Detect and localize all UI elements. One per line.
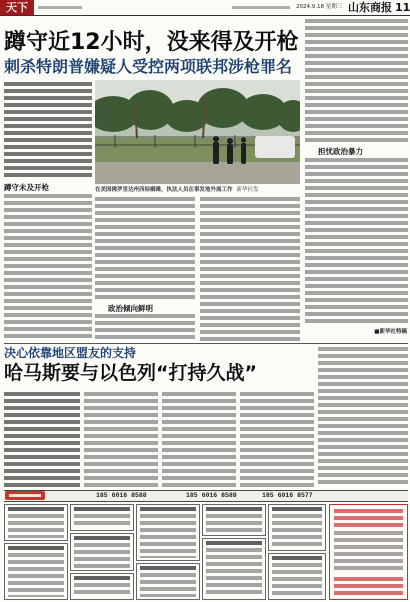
- classified-ad-text: [74, 514, 130, 528]
- display-ad: [329, 504, 408, 600]
- page-number: 11: [395, 1, 410, 14]
- classified-ad-title: [74, 576, 130, 580]
- section-divider: [4, 343, 408, 344]
- classified-ad: [268, 553, 326, 600]
- classified-ad: [70, 533, 134, 571]
- issue-date: 2024.9.18 星期三: [296, 4, 343, 10]
- article1-subhead-3: 担忧政治暴力: [318, 147, 363, 156]
- article1-lead-paragraph: [4, 82, 92, 180]
- classified-ad-title: [8, 546, 64, 550]
- photo-vehicle: [255, 136, 295, 158]
- ads-phone-3: 185 6016 8577: [262, 492, 313, 499]
- article1-headline: 蹲守近12小时，没来得及开枪: [4, 30, 299, 55]
- display-ad-heading: [334, 509, 403, 527]
- classified-ad-text: [74, 543, 130, 568]
- classified-ad-text: [206, 548, 262, 597]
- classified-ad-text: [140, 573, 196, 597]
- classified-ad: [70, 573, 134, 600]
- classified-ad-title: [140, 566, 196, 570]
- article1-subhead-1: 蹲守未及开枪: [4, 183, 49, 192]
- article1-body-column: [305, 19, 408, 145]
- classified-ad-title: [272, 507, 322, 511]
- header-rule: [0, 15, 410, 16]
- article2-body-column: [162, 392, 236, 488]
- article2-headline: 哈马斯要与以色列“打持久战”: [4, 362, 257, 384]
- photo-caption-text: 在美国佛罗里达州西棕榈滩，执法人员在事发地外展工作: [95, 187, 233, 193]
- photo-caption: [95, 186, 300, 194]
- article2-body-column: [318, 347, 408, 487]
- classified-ad-text: [272, 563, 322, 597]
- classified-ad: [136, 504, 200, 561]
- classified-ad: [4, 543, 68, 600]
- article1-body-column: [4, 194, 92, 341]
- classified-ad-title: [272, 556, 322, 560]
- classified-ad-title: [74, 507, 130, 511]
- classified-ad: [202, 538, 266, 600]
- classified-ad: [136, 563, 200, 600]
- classified-ad-text: [272, 514, 322, 548]
- article2-kicker: 决心依靠地区盟友的支持: [4, 346, 137, 360]
- ads-phone-1: 185 6016 8588: [96, 492, 147, 499]
- editor-credits: [232, 6, 290, 9]
- classified-ad: [4, 504, 68, 541]
- article1-body-column: [200, 197, 300, 341]
- classified-ad-text: [8, 514, 64, 538]
- article1-body-column: [95, 314, 195, 342]
- article1-body-column: [305, 158, 408, 326]
- photo-road: [95, 162, 300, 184]
- article2-body-column: [4, 392, 80, 488]
- article1-byline: ■新华社特稿: [374, 329, 407, 335]
- classified-ad-title: [74, 536, 130, 540]
- paper-name: 山东商报: [348, 1, 392, 14]
- classified-ad-title: [8, 507, 64, 511]
- classified-ad-text: [74, 583, 130, 597]
- classified-ad: [70, 504, 134, 531]
- display-ad-text: [334, 531, 403, 573]
- display-ad-contact: [334, 577, 403, 595]
- classified-ad-text: [8, 553, 64, 597]
- photo-credit: 新华社发: [236, 187, 259, 193]
- classified-logo: [5, 491, 45, 500]
- section-tag: 天下: [0, 0, 34, 15]
- article1-body-column: [95, 197, 195, 302]
- photo-officers: [213, 136, 246, 164]
- classified-ad: [268, 504, 326, 551]
- article2-body-column: [84, 392, 158, 488]
- article1-subheadline: 刺杀特朗普嫌疑人受控两项联邦涉枪罪名: [4, 57, 293, 76]
- classified-ad-text: [206, 514, 262, 533]
- article2-body-column: [240, 392, 314, 488]
- website-text: [38, 6, 82, 9]
- article1-subhead-2: 政治倾向鲜明: [108, 304, 153, 313]
- classified-ad-text: [140, 514, 196, 558]
- ads-phone-2: 185 6016 8589: [186, 492, 237, 499]
- classified-ad: [202, 504, 266, 536]
- classified-ad-title: [206, 541, 262, 545]
- classified-ad-title: [140, 507, 196, 511]
- news-photo: [95, 80, 300, 184]
- classified-ad-title: [206, 507, 262, 511]
